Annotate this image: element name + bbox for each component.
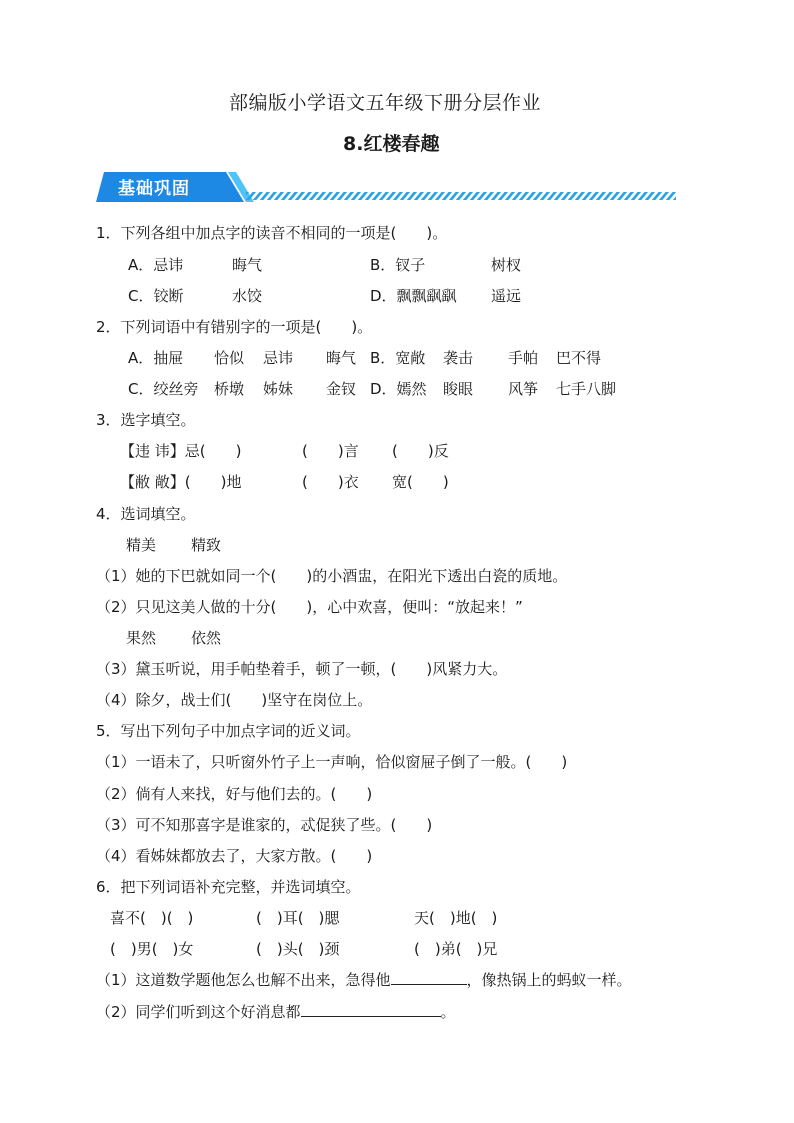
q5-sentence-1: （1）一语未了，只听窗外竹子上一声响，恰似窗屉子倒了一般。( ) — [96, 753, 568, 771]
q2-option-a-2: 恰似 — [214, 349, 245, 367]
q2-option-d-2: 睃眼 — [443, 380, 474, 398]
question-3-stem: 3．选字填空。 — [96, 411, 196, 429]
q2-option-b-2: 袭击 — [443, 349, 474, 367]
q2-option-a-3: 忌讳 — [263, 349, 294, 367]
q2-option-b-1: B．宽敞 — [370, 349, 426, 367]
q2-option-c-3: 姊妹 — [263, 380, 294, 398]
question-2-stem: 2．下列词语中有错别字的一项是( )。 — [96, 318, 373, 336]
q3-row2-item1: 【敝 敞】( )地 — [120, 473, 242, 491]
q6-sentence-1 — [96, 969, 632, 990]
question-4-stem: 4．选词填空。 — [96, 505, 196, 523]
q3-row2-item3: 宽( ) — [392, 473, 449, 491]
q2-option-c-4: 金钗 — [326, 380, 357, 398]
q3-row1-item3: ( )反 — [392, 442, 449, 460]
q6-idiom-5: ( )头( )颈 — [256, 940, 340, 958]
q3-row2-item2: ( )衣 — [302, 473, 359, 491]
q4-sentence-2: （2）只见这美人做的十分( )，心中欢喜，便叫：“放起来！” — [96, 598, 523, 616]
q2-option-a-1: A．抽屉 — [128, 349, 184, 367]
q4-word-option: 精美 — [126, 536, 157, 554]
q6-idiom-2: ( )耳( )腮 — [256, 909, 340, 927]
q4-word-option: 依然 — [191, 629, 222, 647]
lesson-title: 8.红楼春趣 — [343, 133, 440, 155]
q1-option-d-word2: 遥远 — [491, 287, 522, 305]
q6-sentence-1-start: （1）这道数学题他怎么也解不出来，急得他 — [96, 971, 391, 989]
question-6-stem: 6．把下列词语补充完整，并选词填空。 — [96, 878, 361, 896]
page-title: 部编版小学语文五年级下册分层作业 — [229, 92, 542, 114]
q6-idiom-6: ( )弟( )兄 — [414, 940, 498, 958]
q6-idiom-1: 喜不( )( ) — [110, 909, 194, 927]
q3-row1-item2: ( )言 — [302, 442, 359, 460]
q6-sentence-2 — [96, 1001, 456, 1022]
q6-idiom-4: ( )男( )女 — [110, 940, 194, 958]
q1-option-d: D．飘飘飖飖 — [370, 287, 457, 305]
q6-sentence-2-start: （2）同学们听到这个好消息都 — [96, 1003, 301, 1021]
q4-sentence-4: （4）除夕，战士们( )坚守在岗位上。 — [96, 691, 373, 709]
q5-sentence-3: （3）可不知那喜字是谁家的，忒促狭了些。( ) — [96, 816, 433, 834]
q5-sentence-4: （4）看姊妹都放去了，大家方散。( ) — [96, 847, 373, 865]
q1-option-a-word2: 晦气 — [232, 256, 263, 274]
q1-option-c-word2: 水饺 — [232, 287, 263, 305]
q2-option-b-4: 巴不得 — [556, 349, 602, 367]
q6-sentence-1-end: ，像热锅上的蚂蚁一样。 — [466, 971, 632, 989]
q4-word-option: 精致 — [191, 536, 222, 554]
q1-option-a: A．忌讳 — [128, 256, 184, 274]
q2-option-d-3: 风筝 — [508, 380, 539, 398]
q3-row1-item1: 【违 讳】忌( ) — [120, 442, 242, 460]
q2-option-d-4: 七手八脚 — [556, 380, 617, 398]
answer-blank[interactable] — [301, 1002, 441, 1017]
q2-option-d-1: D．嫣然 — [370, 380, 427, 398]
q6-sentence-2-end: 。 — [440, 1003, 456, 1021]
q6-idiom-3: 天( )地( ) — [414, 909, 498, 927]
answer-blank[interactable] — [391, 970, 467, 985]
q1-option-b: B．钗子 — [370, 256, 426, 274]
q5-sentence-2: （2）倘有人来找，好与他们去的。( ) — [96, 785, 373, 803]
q2-option-b-3: 手帕 — [508, 349, 539, 367]
q2-option-c-1: C．绞丝旁 — [128, 380, 199, 398]
q1-option-b-word2: 树杈 — [491, 256, 522, 274]
question-5-stem: 5．写出下列句子中加点字词的近义词。 — [96, 722, 361, 740]
section-label: 基础巩固 — [118, 179, 190, 199]
question-1-stem: 1．下列各组中加点字的读音不相同的一项是( )。 — [96, 224, 448, 242]
q2-option-a-4: 晦气 — [326, 349, 357, 367]
q4-sentence-3: （3）黛玉听说，用手帕垫着手，顿了一顿，( )风紧力大。 — [96, 660, 508, 678]
q4-word-option: 果然 — [126, 629, 157, 647]
q2-option-c-2: 桥墩 — [214, 380, 245, 398]
q1-option-c: C．铰断 — [128, 287, 184, 305]
q4-sentence-1: （1）她的下巴就如同一个( )的小酒盅，在阳光下透出白瓷的质地。 — [96, 567, 568, 585]
